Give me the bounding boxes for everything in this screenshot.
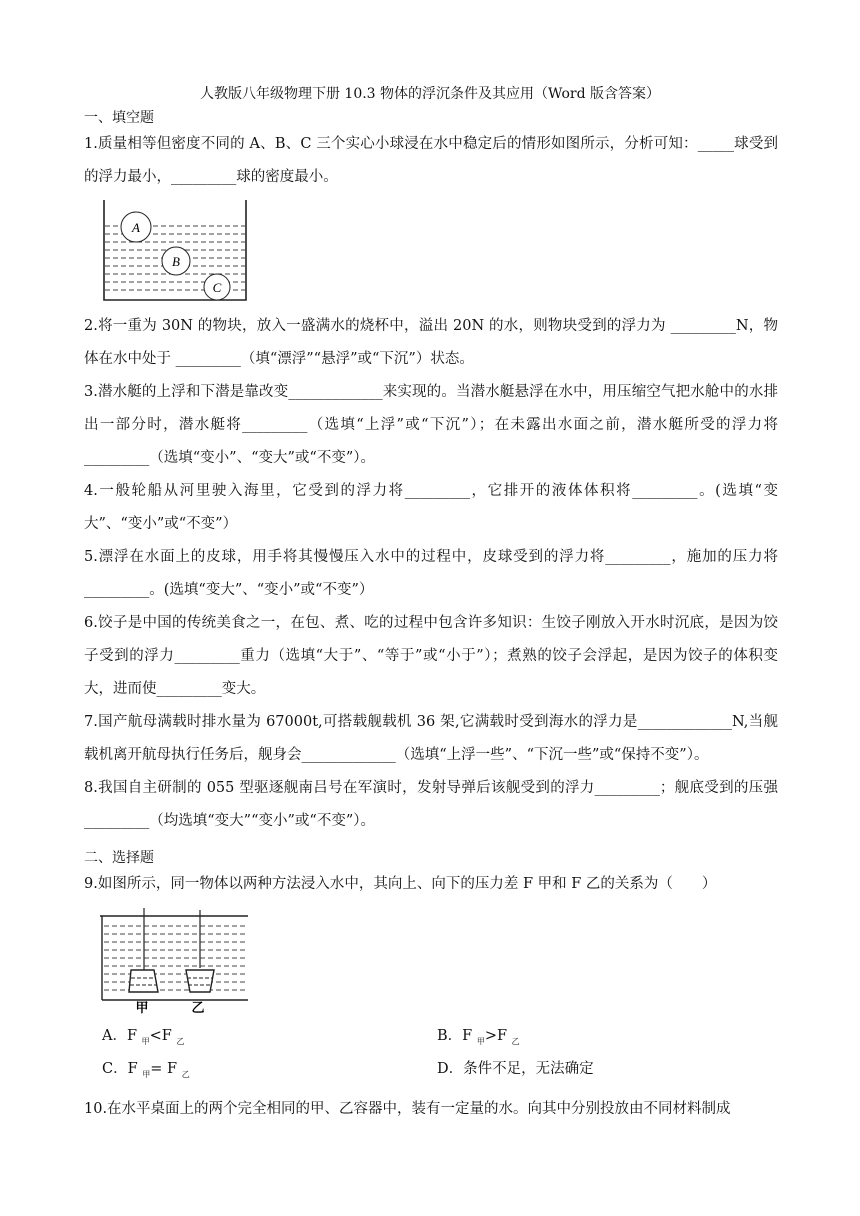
option-a-sub2: 乙 [176, 1036, 185, 1046]
question-6: 6.饺子是中国的传统美食之一，在包、煮、吃的过程中包含许多知识：生饺子刚放入开水时沉底，是因为饺子受到的浮力_________重力（选填“大于”、“等于”或“小于”）；煮熟的饺子会浮起，是因为饺子的体积变大，进而使_________变大。 [84, 615, 778, 697]
option-a[interactable] [102, 1026, 184, 1052]
option-c-prefix: C．F [102, 1061, 143, 1077]
section-fill-heading: 一、填空题 [84, 110, 154, 126]
question-2: 2.将一重为 30N 的物块，放入一盛满水的烧杯中，溢出 20N 的水，则物块受到的浮力为 _________N，物体在水中处于 _________（填“漂浮”“悬浮”或“下沉”）状态。 [84, 318, 778, 367]
option-b-mid: >F [484, 1028, 512, 1044]
option-a-prefix: A．F [102, 1028, 142, 1044]
section-choice-heading: 二、选择题 [84, 850, 154, 866]
label-yi: 乙 [191, 1001, 205, 1016]
question-7: 7.国产航母满载时排水量为 67000t,可搭载舰载机 36 架,它满载时受到海水的浮力是_____________N,当舰载机离开航母执行任务后，舰身会_____________（选填“上浮一些”、“下沉一些”或“保持不变”）。 [84, 714, 778, 763]
option-b-sub2: 乙 [511, 1036, 520, 1046]
option-b-prefix: B．F [437, 1028, 477, 1044]
block-jia [129, 970, 158, 992]
document-title: 人教版八年级物理下册 10.3 物体的浮沉条件及其应用（Word 版含答案） [199, 86, 661, 102]
question-1: 1.质量相等但密度不同的 A、B、C 三个实心小球浸在水中稳定后的情形如图所示，分析可知：_____球受到的浮力最小，_________球的密度最小。 [84, 136, 778, 185]
beaker-balls-figure [96, 196, 252, 306]
ball-c-label: C [212, 280, 222, 295]
pressure-difference-figure [100, 908, 250, 1016]
option-c-mid: = F [150, 1061, 182, 1077]
option-b-sub1: 甲 [476, 1036, 485, 1046]
question-9: 9.如图所示，同一物体以两种方法浸入水中，其向上、向下的压力差 F 甲和 F 乙的关系为（ ） [84, 876, 717, 892]
option-c-sub1: 甲 [142, 1069, 151, 1079]
question-8: 8.我国自主研制的 055 型驱逐舰南吕号在军演时，发射导弹后该舰受到的浮力_________；舰底受到的压强_________（均选填“变大”“变小”或“不变”）。 [84, 780, 778, 829]
ball-a-label: A [132, 220, 140, 235]
label-jia: 甲 [135, 1001, 149, 1016]
question-10: 10.在水平桌面上的两个完全相同的甲、乙容器中，装有一定量的水。向其中分别投放由不同材料制成 [84, 1101, 731, 1117]
option-c-sub2: 乙 [181, 1069, 190, 1079]
question-3: 3.潜水艇的上浮和下潜是靠改变_____________来实现的。当潜水艇悬浮在水中，用压缩空气把水舱中的水排出一部分时，潜水艇将_________（选填“上浮”或“下沉”）；在未露出水面之前，潜水艇所受的浮力将_________（选填“变小”、“变大”或“不变”）。 [84, 384, 778, 466]
option-c[interactable] [102, 1059, 190, 1085]
question-5: 5.漂浮在水面上的皮球，用手将其慢慢压入水中的过程中，皮球受到的浮力将_________，施加的压力将_________。(选填“变大”、“变小”或“不变”） [84, 549, 778, 598]
option-a-sub1: 甲 [141, 1036, 150, 1046]
ball-b-label: B [172, 254, 180, 269]
option-d[interactable]: D．条件不足，无法确定 [437, 1061, 594, 1077]
block-yi [186, 970, 214, 992]
question-4: 4.一般轮船从河里驶入海里，它受到的浮力将_________，它排开的液体体积将_________。(选填“变大”、“变小”或“不变”） [84, 483, 778, 532]
option-b[interactable] [437, 1026, 520, 1052]
option-a-mid: <F [149, 1028, 177, 1044]
